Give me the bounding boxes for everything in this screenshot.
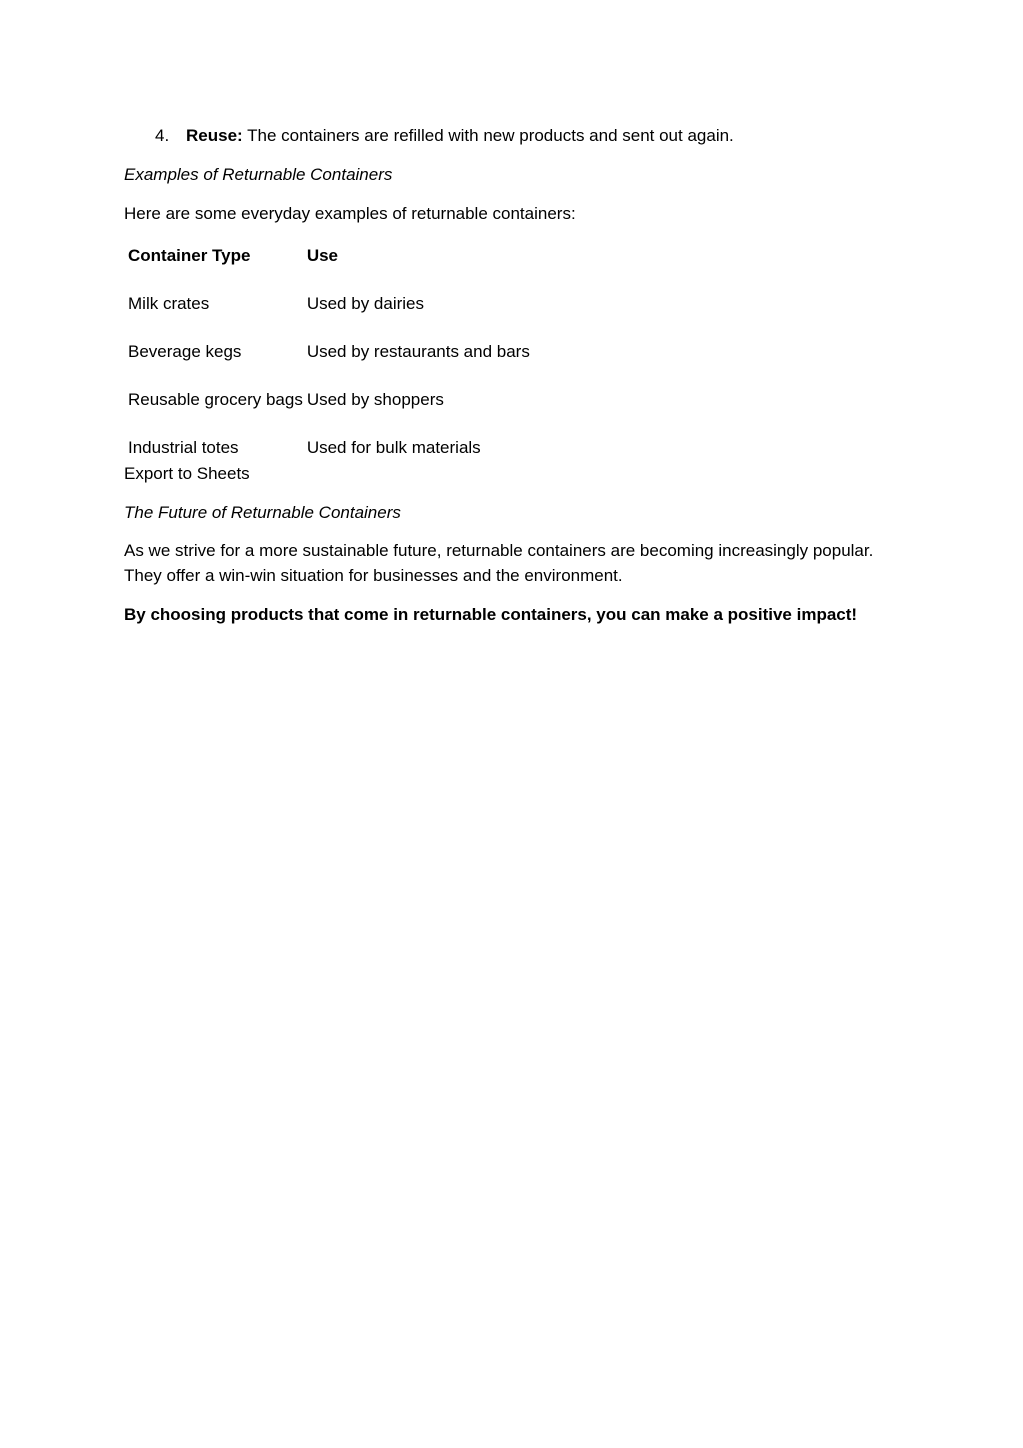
table-cell-use: Used by restaurants and bars — [306, 342, 530, 361]
table-cell-use: Used by shoppers — [306, 390, 444, 409]
list-text: The containers are refilled with new products and sent out again. — [242, 126, 734, 145]
containers-table — [124, 239, 530, 479]
examples-intro: Here are some everyday examples of returnable containers: — [124, 204, 576, 223]
closing-statement: By choosing products that come in returnable containers, you can make a positive impact! — [124, 605, 858, 624]
table-cell-container-type: Beverage kegs — [128, 342, 242, 361]
future-paragraph: As we strive for a more sustainable future, returnable containers are becoming increasingly popular. They offer a win-win situation for businesses and the environment. — [124, 541, 874, 585]
future-heading: The Future of Returnable Containers — [124, 503, 401, 522]
table-cell-use: Used by dairies — [306, 294, 424, 313]
table-row — [124, 335, 530, 383]
table-header-use: Use — [306, 246, 339, 265]
table-cell-container-type: Reusable grocery bags — [128, 390, 303, 409]
table-cell-container-type: Industrial totes — [128, 438, 239, 457]
table-row — [124, 287, 530, 335]
table-cell-container-type: Milk crates — [128, 294, 210, 313]
list-number: 4. — [155, 126, 170, 145]
export-to-sheets-link[interactable]: Export to Sheets — [124, 464, 250, 483]
table-header-container-type: Container Type — [128, 246, 251, 265]
table-cell-use: Used for bulk materials — [306, 438, 481, 457]
table-row — [124, 383, 530, 431]
list-item-reuse — [155, 123, 905, 148]
table-header-row — [124, 239, 530, 287]
examples-heading: Examples of Returnable Containers — [124, 165, 393, 184]
list-term: Reuse: — [186, 126, 243, 145]
